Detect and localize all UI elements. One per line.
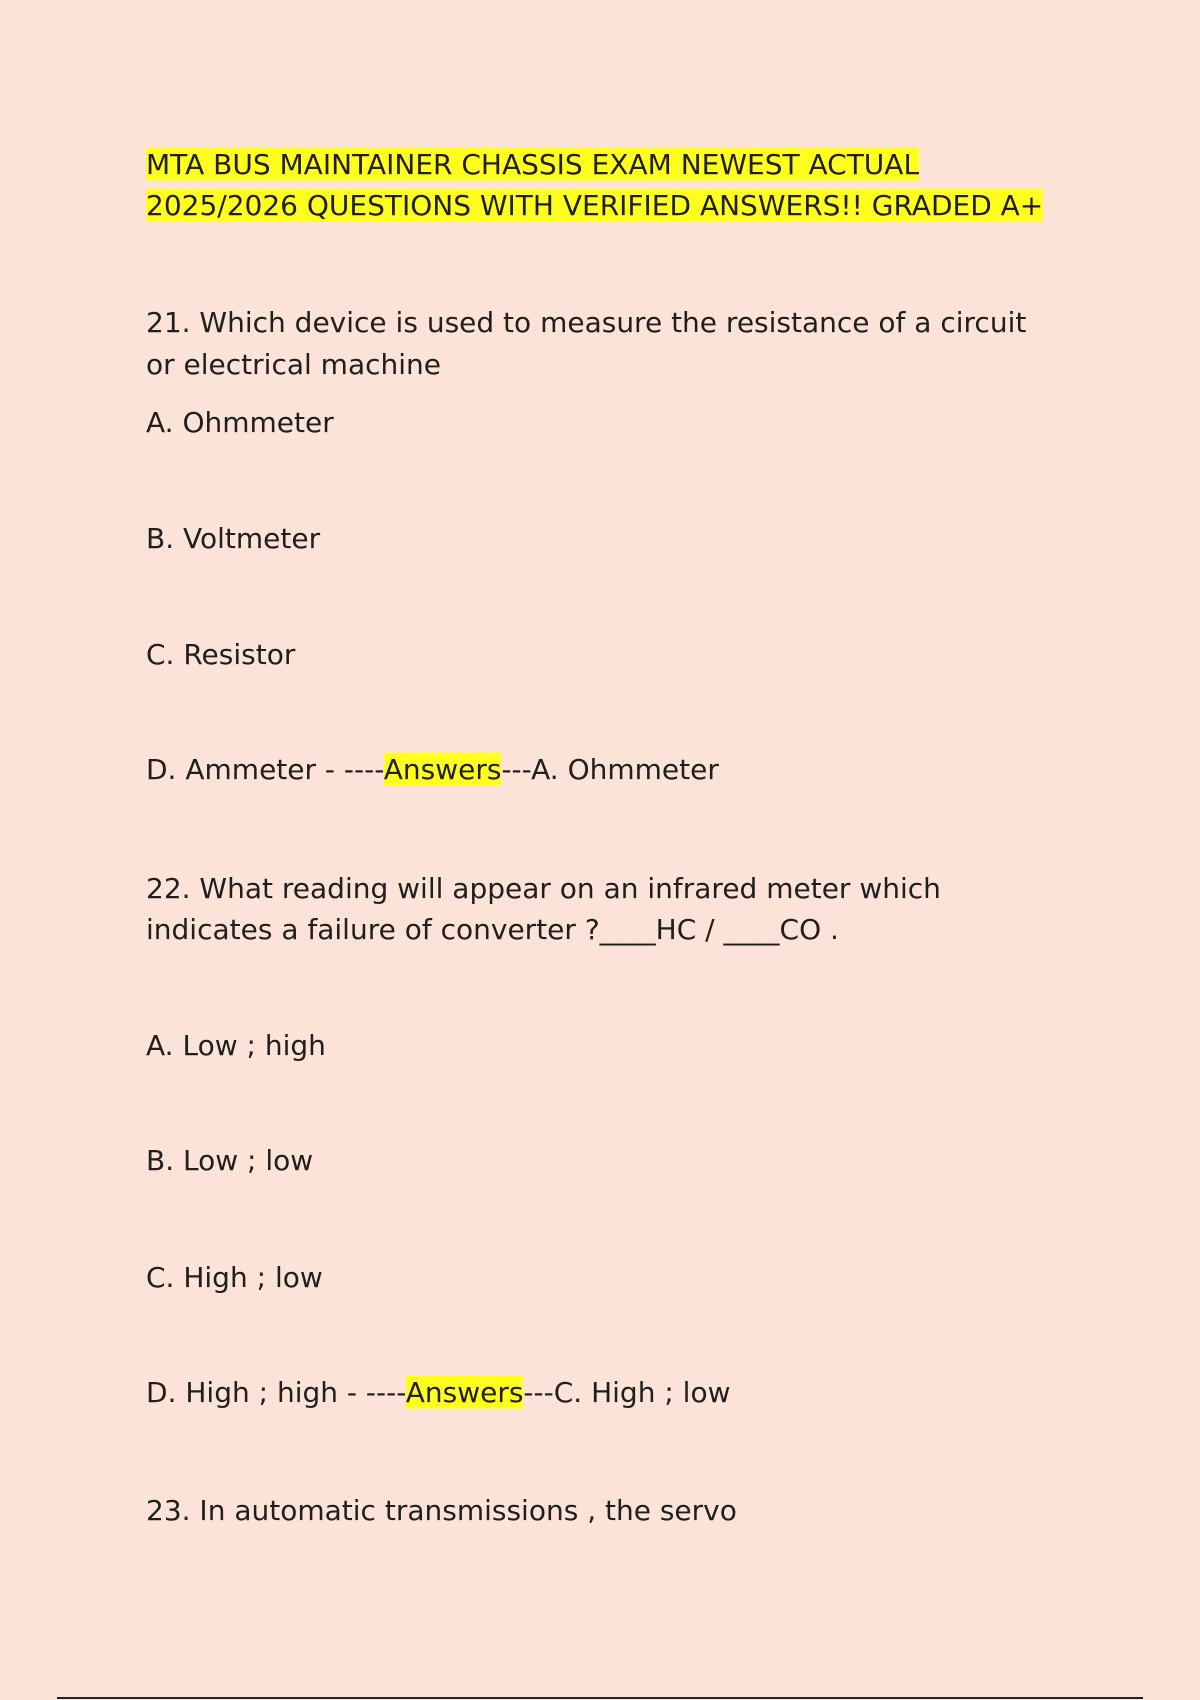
question-21-option-c: C. Resistor: [146, 638, 296, 671]
question-21-option-a: A. Ohmmeter: [146, 406, 334, 439]
question-21-option-d-with-answer: [146, 751, 719, 789]
question-22-option-a: A. Low ; high: [146, 1029, 326, 1062]
answer-label: Answers: [405, 1376, 524, 1409]
question-22-option-b: B. Low ; low: [146, 1144, 314, 1177]
answer-value: ---C. High ; low: [523, 1376, 731, 1409]
answer-value: ---A. Ohmmeter: [501, 753, 719, 786]
answer-label: Answers: [383, 753, 502, 786]
document-title-line-2: 2025/2026 QUESTIONS WITH VERIFIED ANSWERS!! GRADED A+: [146, 189, 1044, 222]
question-22-option-d: D. High ; high: [146, 1376, 338, 1409]
question-21-option-b: B. Voltmeter: [146, 522, 321, 555]
document-title-line-1: MTA BUS MAINTAINER CHASSIS EXAM NEWEST ACTUAL: [146, 148, 920, 181]
question-23-stem-line-1: 23. In automatic transmissions , the servo: [146, 1494, 737, 1527]
answer-prefix: - ----: [338, 1376, 406, 1409]
page-bottom-divider: [57, 1697, 1143, 1699]
question-21-stem-line-1: 21. Which device is used to measure the resistance of a circuit: [146, 306, 1027, 339]
question-22-stem-line-1: 22. What reading will appear on an infrared meter which: [146, 872, 941, 905]
question-22-option-c: C. High ; low: [146, 1261, 323, 1294]
question-21-option-d: D. Ammeter: [146, 753, 317, 786]
answer-prefix: - ----: [316, 753, 384, 786]
question-22-stem-line-2: indicates a failure of converter ?____HC / ____CO .: [146, 913, 839, 946]
question-21-stem-line-2: or electrical machine: [146, 348, 441, 381]
question-22-option-d-with-answer: [146, 1374, 730, 1412]
